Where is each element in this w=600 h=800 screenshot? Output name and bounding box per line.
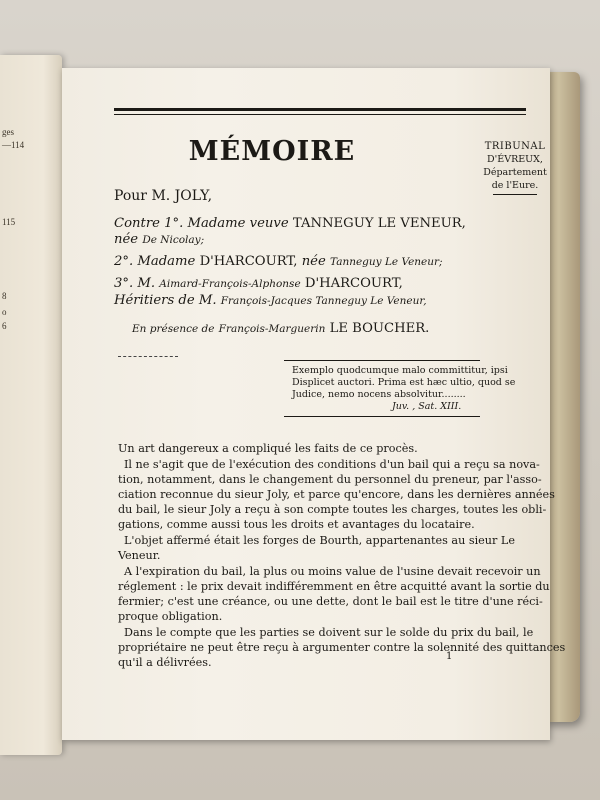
margin-note-line: TRIBUNAL [484, 141, 546, 152]
party-name: D'HARCOURT, [304, 276, 403, 291]
left-page-fragment: o [2, 307, 7, 317]
epigraph-citation: Juv. , Sat. XIII. [392, 401, 462, 412]
margin-note-line: D'ÉVREUX, [487, 154, 543, 165]
party-name: TANNEGUY LE VENEUR, [292, 216, 466, 231]
epigraph-line: Displicet auctori. Prima est hæc ultio, quod se [292, 377, 516, 388]
party-name: François-Jacques Tanneguy Le Veneur, [220, 295, 427, 307]
body-line: Veneur. [118, 549, 161, 562]
party-text: née [114, 232, 139, 247]
margin-note [480, 140, 550, 195]
party-line-2 [114, 254, 443, 269]
body-line: A l'expiration du bail, la plus ou moins value de l'usine devait recevoir un [124, 565, 541, 578]
margin-note-line: de l'Eure. [491, 180, 539, 191]
epigraph-top-rule [284, 360, 480, 361]
body-line: gations, comme aussi tous les droits et avantages du locataire. [118, 518, 475, 531]
body-line: Dans le compte que les parties se doivent sur le solde du prix du bail, le [124, 626, 534, 639]
body-line: proque obligation. [118, 610, 223, 623]
margin-note-line: Département [483, 167, 547, 178]
document-page [62, 68, 566, 740]
party-text: Héritiers de M. [114, 293, 217, 308]
body-line: fermier; c'est une créance, ou une dette, dont le bail est le titre d'une réci- [118, 595, 543, 608]
presence-surname: LE BOUCHER. [329, 321, 430, 336]
left-page-fragment: 8 [2, 291, 7, 301]
epigraph-line: Exemplo quodcumque malo committitur, ipsi [292, 365, 508, 376]
page-number: 1 [446, 651, 453, 662]
body-line: tion, notamment, dans le changement du personnel du preneur, par l'asso- [118, 473, 542, 486]
party-line-1 [114, 216, 466, 231]
presence-text: En présence de [132, 323, 215, 335]
presence-name: François-Marguerin [218, 323, 326, 335]
party-text: Contre 1°. Madame veuve [114, 216, 289, 231]
left-page-fragment: 115 [2, 217, 16, 227]
left-page-edge [0, 55, 62, 755]
body-line: ciation reconnue du sieur Joly, et parce qu'encore, dans les dernières années [118, 488, 555, 501]
body-line: qu'il a délivrées. [118, 656, 212, 669]
body-line: du bail, le sieur Joly a reçu à son compte toutes les charges, toutes les obli- [118, 503, 547, 516]
left-page-fragment: —114 [2, 140, 25, 150]
margin-note-rule [493, 194, 537, 195]
presence-line [132, 321, 429, 336]
party-text: 3°. M. [114, 276, 156, 291]
party-line-3 [114, 276, 403, 291]
party-name: De Nicolay; [142, 234, 205, 246]
body-line: L'objet affermé était les forges de Bourth, appartenantes au sieur Le [124, 534, 515, 547]
party-name: Tanneguy Le Veneur; [330, 256, 443, 268]
party-line-4 [114, 293, 427, 308]
body-line: propriétaire ne peut être reçu à argumenter contre la solennité des quittances [118, 641, 566, 654]
epigraph-line: Judice, nemo nocens absolvitur........ [292, 389, 466, 400]
short-dashed-rule [118, 356, 178, 357]
party-name: Aimard-François-Alphonse [159, 278, 301, 290]
epigraph-bottom-rule [284, 416, 480, 417]
pour-line: Pour M. JOLY, [114, 188, 213, 204]
left-page-fragment: 6 [2, 321, 7, 331]
body-line: Un art dangereux a compliqué les faits de ce procès. [118, 442, 418, 455]
party-text: née [301, 254, 326, 269]
party-name: D'HARCOURT, [199, 254, 298, 269]
party-line-1b [114, 232, 204, 247]
top-thin-rule [114, 114, 526, 115]
back-page-edge [545, 72, 580, 722]
body-line: Il ne s'agit que de l'exécution des conditions d'un bail qui a reçu sa nova- [124, 458, 540, 471]
party-text: 2°. Madame [114, 254, 196, 269]
left-page-fragment: ges [2, 127, 14, 137]
top-thick-rule [114, 108, 526, 111]
page-title: MÉMOIRE [188, 136, 356, 167]
body-line: réglement : le prix devait indifféremment en être acquitté avant la sortie du [118, 580, 550, 593]
